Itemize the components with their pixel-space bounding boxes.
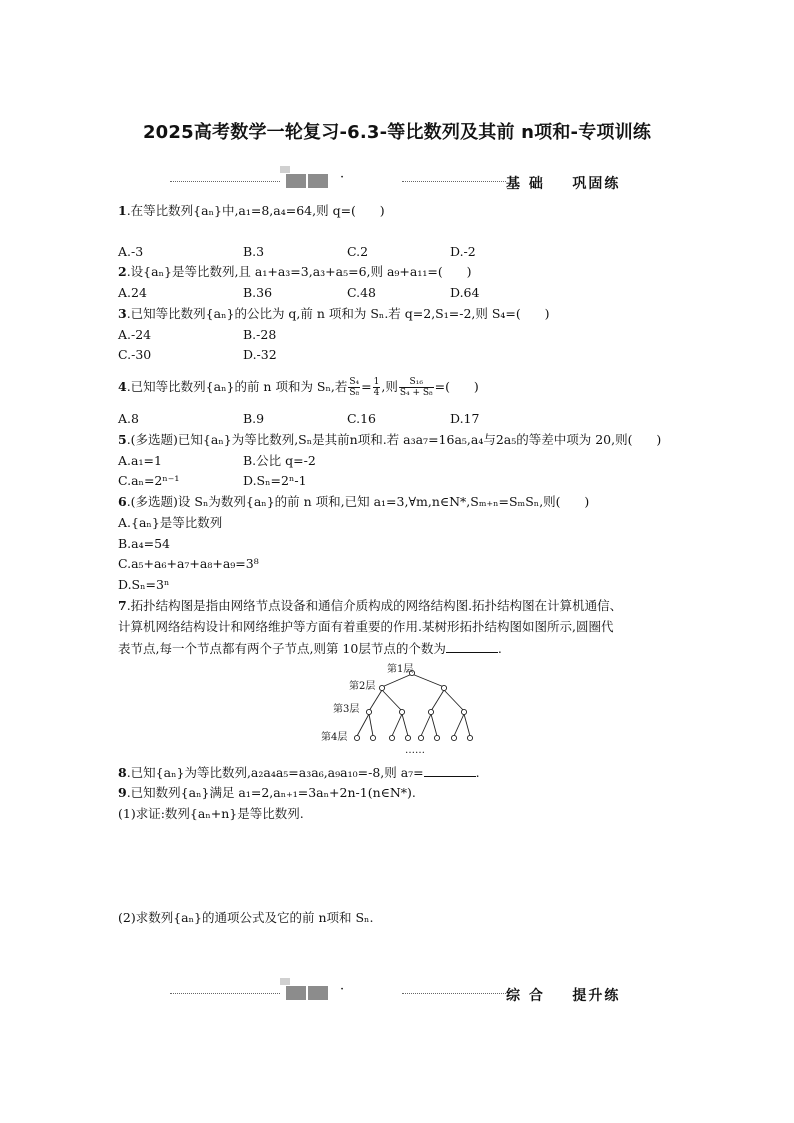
question-6 [118, 494, 589, 510]
layer-label-1: 第1层 [387, 664, 414, 675]
option-c: C.16 [347, 411, 376, 426]
section-marker-icon [286, 170, 332, 188]
question-text: .(多选题)已知{aₙ}为等比数列,Sₙ是其前n项和.若 a₃a₇=16a₅,a₄与2a₅的等差中项为 20,则( ) [126, 432, 662, 447]
dotted-divider [402, 993, 506, 994]
option-b: B.3 [243, 244, 265, 259]
option-c: C.2 [347, 244, 369, 259]
option-d: D.-2 [450, 244, 476, 259]
question-text: .(多选题)设 Sₙ为数列{aₙ}的前 n 项和,已知 a₁=3,∀m,n∈N*,Sₘ₊ₙ=SₘSₙ,则( ) [126, 494, 590, 509]
option-d: D.-32 [243, 347, 277, 362]
option-d: D.Sₙ=3ⁿ [118, 577, 170, 592]
question-text: .已知等比数列{aₙ}的公比为 q,前 n 项和为 Sₙ.若 q=2,S₁=-2,则 S₄=( ) [126, 306, 550, 321]
option-c: C.48 [347, 285, 376, 300]
page-title: 2025高考数学一轮复习-6.3-等比数列及其前 n项和-专项训练 [142, 122, 652, 143]
question-text: .拓扑结构图是指由网络节点设备和通信介质构成的网络结构图.拓扑结构图在计算机通信、 [126, 598, 623, 613]
option-a: A.a₁=1 [118, 453, 162, 468]
question-text: .设{aₙ}是等比数列,且 a₁+a₃=3,a₃+a₅=6,则 a₉+a₁₁=( ) [126, 264, 472, 279]
layer-label-2: 第2层 [349, 681, 376, 692]
period: . [475, 765, 480, 780]
option-a: A.{aₙ}是等比数列 [118, 515, 223, 530]
option-b: B.9 [243, 411, 265, 426]
tree-node [434, 735, 439, 740]
section-header-advanced [170, 982, 630, 1006]
option-b: B.公比 q=-2 [243, 453, 316, 468]
question-9 [118, 785, 416, 801]
tree-node [399, 709, 404, 714]
question-number: 1 [118, 203, 127, 218]
question-7-line-2: 计算机网络结构设计和网络维护等方面有着重要的作用.某树形拓扑结构图如图所示,圆圈代 [118, 619, 614, 634]
section-marker-icon [286, 982, 332, 1000]
section-header-basic [170, 170, 630, 194]
option-d: D.17 [450, 411, 480, 426]
question-text: .已知等比数列{aₙ}的前 n 项和为 Sₙ,若 [126, 379, 348, 394]
period: . [497, 641, 502, 656]
option-c: C.aₙ=2ⁿ⁻¹ [118, 473, 180, 488]
option-c: C.-30 [118, 347, 152, 362]
tree-node [389, 735, 394, 740]
option-b: B.a₄=54 [118, 536, 171, 551]
tree-node [354, 735, 359, 740]
question-7 [118, 598, 622, 614]
question-number: 2 [118, 264, 127, 279]
option-d: D.Sₙ=2ⁿ-1 [243, 473, 307, 488]
option-c: C.a₅+a₆+a₇+a₈+a₉=3⁸ [118, 556, 259, 571]
ellipsis: …… [405, 745, 425, 754]
section-label-advanced: 综 合 提升练 [506, 988, 621, 1004]
option-a: A.-24 [118, 327, 152, 342]
question-4 [118, 376, 479, 398]
question-7-line-3 [118, 640, 502, 657]
question-number: 4 [118, 379, 127, 394]
question-number: 8 [118, 765, 127, 780]
question-9-part-1: (1)求证:数列{aₙ+n}是等比数列. [118, 806, 304, 821]
tree-node [451, 735, 456, 740]
tree-topology-diagram [318, 658, 488, 754]
tree-node [461, 709, 466, 714]
question-9-part-2: (2)求数列{aₙ}的通项公式及它的前 n项和 Sₙ. [118, 910, 374, 925]
section-label-basic: 基 础 巩固练 [506, 176, 621, 192]
answer-blank [424, 764, 476, 777]
tree-node [379, 685, 384, 690]
option-a: A.8 [118, 411, 139, 426]
question-2 [118, 264, 471, 280]
equals-sign: = [361, 379, 372, 394]
tree-node [405, 735, 410, 740]
layer-label-4: 第4层 [321, 732, 348, 743]
question-1 [118, 203, 385, 219]
option-b: B.36 [243, 285, 273, 300]
dotted-divider [170, 181, 280, 182]
tree-node [366, 709, 371, 714]
question-number: 7 [118, 598, 127, 613]
dotted-divider [402, 181, 506, 182]
fraction-s4-s8: $\frac{\text{S₄}}{\text{S₈}}$ [349, 377, 360, 398]
question-number: 3 [118, 306, 127, 321]
question-text: .已知数列{aₙ}满足 a₁=2,aₙ₊₁=3aₙ+2n-1(n∈N*). [126, 785, 416, 800]
question-text: .在等比数列{aₙ}中,a₁=8,a₄=64,则 q=( ) [126, 203, 385, 218]
question-number: 9 [118, 785, 127, 800]
layer-label-3: 第3层 [333, 704, 360, 715]
tree-node [428, 709, 433, 714]
section-dot: · [340, 982, 345, 997]
question-text: 表节点,每一个节点都有两个子节点,则第 10层节点的个数为 [118, 641, 446, 656]
option-b: B.-28 [243, 327, 277, 342]
option-a: A.-3 [118, 244, 144, 259]
tree-node [370, 735, 375, 740]
section-dot: · [340, 170, 345, 185]
question-text: =( ) [434, 379, 479, 394]
option-a: A.24 [118, 285, 147, 300]
option-d: D.64 [450, 285, 480, 300]
question-3 [118, 306, 550, 322]
fraction-one-quarter: $\frac{1}{4}$ [373, 377, 380, 398]
tree-node [441, 685, 446, 690]
question-text: .已知{aₙ}为等比数列,a₂a₄a₅=a₃a₆,a₉a₁₀=-8,则 a₇= [126, 765, 424, 780]
question-text: ,则 [381, 379, 398, 394]
question-number: 5 [118, 432, 127, 447]
answer-blank [446, 640, 498, 653]
question-number: 6 [118, 494, 127, 509]
fraction-s16-over-sum: $\frac{\text{S₁₆}}{\text{S₄ + S₈}}$ [399, 377, 433, 398]
tree-node [467, 735, 472, 740]
tree-node [418, 735, 423, 740]
question-8 [118, 764, 480, 781]
dotted-divider [170, 993, 280, 994]
question-5 [118, 432, 661, 448]
